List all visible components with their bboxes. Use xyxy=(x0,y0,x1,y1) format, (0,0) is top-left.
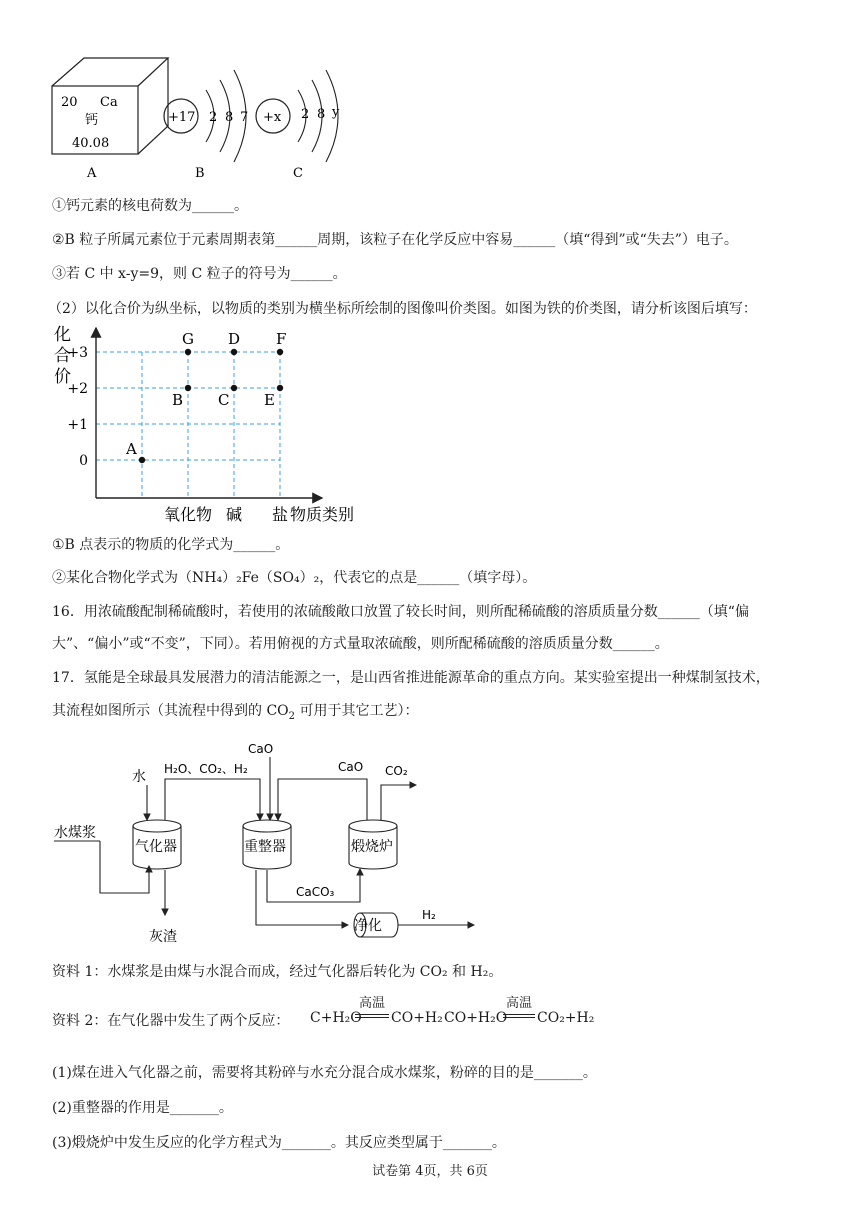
atom-c-shell-3: y xyxy=(332,105,340,120)
reaction-2-left: CO+H₂O xyxy=(444,1010,508,1026)
point-e xyxy=(277,385,283,391)
label-cao-in: CaO xyxy=(248,742,274,756)
point-label-e: E xyxy=(264,391,275,409)
q15-2-intro: （2）以化合价为纵坐标，以物质的类别为横坐标所绘制的图像叫价类图。如图为铁的价类图，请分析该图后填写： xyxy=(48,301,757,317)
label-b: B xyxy=(195,166,205,181)
label-c: C xyxy=(293,166,303,181)
q15-2-a: ①B 点表示的物质的化学式为______。 xyxy=(52,537,290,553)
label-calciner: 煅烧炉 xyxy=(351,839,393,855)
cell-mass: 40.08 xyxy=(72,136,110,151)
material-2-prefix: 资料 2：在气化器中发生了两个反应： xyxy=(52,1013,290,1029)
reaction-2-arrow xyxy=(503,996,535,1018)
q15-1-a: ①钙元素的核电荷数为______。 xyxy=(52,198,248,214)
reaction-1-right: CO+H₂ xyxy=(391,1010,443,1026)
label-caco3: CaCO₃ xyxy=(296,885,335,899)
q17-part-2: (2)重整器的作用是_______。 xyxy=(52,1100,233,1116)
reaction-2-right: CO₂+H₂ xyxy=(537,1010,595,1026)
atom-c-charge: +x xyxy=(263,110,282,125)
x-tick-label: 氧化物 xyxy=(163,505,213,524)
reaction-1-left: C+H₂O xyxy=(310,1010,362,1026)
q17-part-1: (1)煤在进入气化器之前，需要将其粉碎与水充分混合成水煤浆，粉碎的目的是_______。 xyxy=(52,1065,597,1081)
y-tick-label: +2 xyxy=(67,381,88,397)
label-slurry: 水煤浆 xyxy=(54,825,96,841)
atom-figure xyxy=(40,50,380,190)
reaction-1-condition: 高温 xyxy=(358,996,385,1011)
x-axis-title: 物质类别 xyxy=(290,505,355,524)
y-tick-label: +1 xyxy=(67,417,88,433)
atom-c-shell-1: 2 xyxy=(301,107,310,122)
point-f xyxy=(277,349,283,355)
cell-symbol: Ca xyxy=(100,95,118,110)
y-axis-title-char: 价 xyxy=(54,367,71,387)
page-footer: 试卷第 4页，共 6页 xyxy=(372,1164,488,1179)
q16-line-1: 16．用浓硫酸配制稀硫酸时，若使用的浓硫酸敞口放置了较长时间，则所配稀硫酸的溶质质量分数______（填“偏 xyxy=(52,604,749,620)
cell-number: 20 xyxy=(61,95,78,110)
label-purifier: 净化 xyxy=(354,918,382,934)
flow-diagram xyxy=(50,733,490,948)
point-label-d: D xyxy=(228,330,241,348)
chart-points xyxy=(125,330,286,463)
x-tick-labels xyxy=(164,505,288,524)
atom-b-shell-1: 2 xyxy=(209,110,218,125)
y-tick-label: +3 xyxy=(67,345,88,361)
label-gasifier: 气化器 xyxy=(135,839,177,855)
point-label-g: G xyxy=(182,330,194,348)
x-tick-label: 盐 xyxy=(271,505,289,524)
point-a xyxy=(139,457,145,463)
atom-c-shell-2: 8 xyxy=(317,107,326,122)
atom-b-charge: +17 xyxy=(168,110,196,125)
x-tick-label: 碱 xyxy=(225,505,243,524)
point-label-b: B xyxy=(172,391,184,409)
atom-b-shell-3: 7 xyxy=(240,110,249,125)
q17-line-2: 其流程如图所示（其流程中得到的 $CO_2$ 可用于其它工艺）： xyxy=(52,703,419,722)
atom-b-shell-2: 8 xyxy=(225,110,234,125)
material-1: 资料 1：水煤浆是由煤与水混合而成，经过气化器后转化为 CO₂ 和 H₂。 xyxy=(52,964,503,980)
point-label-c: C xyxy=(218,391,230,409)
label-ash: 灰渣 xyxy=(149,929,177,945)
point-c xyxy=(231,385,237,391)
label-a: A xyxy=(87,166,97,181)
label-cao-return: CaO xyxy=(338,760,364,774)
reaction-2-condition: 高温 xyxy=(505,996,532,1011)
point-d xyxy=(231,349,237,355)
q17-part-3: (3)煅烧炉中发生反应的化学方程式为_______。其反应类型属于_______。 xyxy=(52,1135,506,1151)
q15-1-c: ③若 C 中 x-y=9，则 C 粒子的符号为______。 xyxy=(52,266,347,282)
point-g xyxy=(185,349,191,355)
label-reformer: 重整器 xyxy=(244,839,286,855)
y-axis-title-char: 合 xyxy=(54,346,71,366)
point-label-a: A xyxy=(126,440,137,458)
q16-line-2: 大”、“偏小”或“不变”，下同）。若用俯视的方式量取浓硫酸，则所配稀硫酸的溶质质量分数______。 xyxy=(52,636,669,652)
q17-line-1: 17．氢能是全球最具发展潜力的清洁能源之一，是山西省推进能源革命的重点方向。某实验室提出一种煤制氢技术， xyxy=(52,670,770,686)
y-axis-title-char: 化 xyxy=(54,325,71,345)
point-b xyxy=(185,385,191,391)
q15-2-b: ②某化合物化学式为（NH₄）₂Fe（SO₄）₂，代表它的点是______（填字母）。 xyxy=(52,570,537,586)
valence-chart xyxy=(44,322,384,528)
q15-1-b: ②B 粒子所属元素位于元素周期表第______周期，该粒子在化学反应中容易______（填“得到”或“失去”）电子。 xyxy=(52,232,738,248)
label-co2: CO₂ xyxy=(385,764,408,778)
chart-grid xyxy=(96,352,280,498)
point-label-f: F xyxy=(276,330,287,348)
label-water: 水 xyxy=(132,769,146,785)
cell-name: 钙 xyxy=(85,113,99,128)
y-tick-label: 0 xyxy=(79,453,88,469)
label-gas-mix: H₂O、CO₂、H₂ xyxy=(164,762,248,776)
label-h2: H₂ xyxy=(422,908,436,922)
reaction-1-arrow xyxy=(355,996,389,1018)
